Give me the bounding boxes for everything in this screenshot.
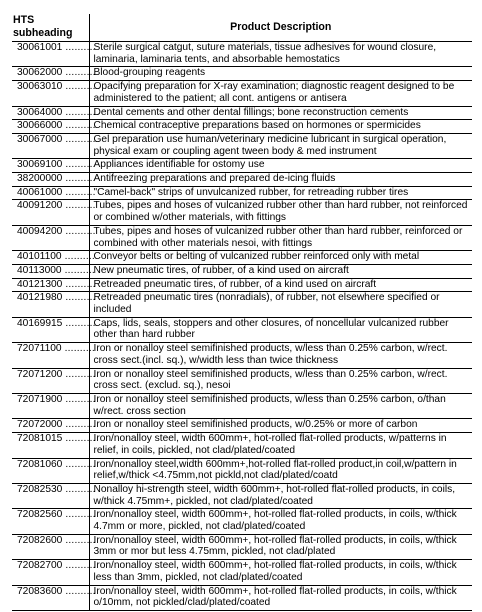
- hts-code-cell: [12, 278, 96, 292]
- table-row: [12, 585, 472, 610]
- product-description: New pneumatic tires, of rubber, of a kind used on aircraft: [89, 264, 472, 278]
- hts-code: 30069100: [17, 159, 63, 171]
- hts-code: 40091200: [17, 200, 63, 212]
- hts-code-cell: [12, 368, 96, 393]
- table-row: [12, 278, 472, 292]
- product-description: Iron/nonalloy steel, width 600mm+, hot-rolled flat-rolled products, in coils, w/thick less than 3mm, pickled, not clad/plated/coated: [89, 560, 472, 585]
- leader-dots: ..........: [62, 200, 96, 212]
- leader-dots: ..........: [62, 393, 96, 405]
- product-description: Retreaded pneumatic tires (nonradials), of rubber, not elsewhere specified or included: [89, 292, 472, 317]
- leader-dots: ..........: [62, 560, 96, 572]
- hts-code-cell: [12, 458, 96, 483]
- hts-code-cell: [12, 264, 95, 278]
- hts-code-cell: [12, 159, 96, 173]
- hts-code-cell: [12, 509, 96, 534]
- product-description-header: Product Description: [89, 14, 472, 42]
- hts-code-cell: [12, 585, 96, 610]
- product-description: Caps, lids, seals, stoppers and other closures, of noncellular vulcanized rubber other than hard rubber: [89, 317, 472, 342]
- hts-code: 72082600: [17, 534, 63, 546]
- product-description: Retreaded pneumatic tires, of rubber, of a kind used on aircraft: [89, 278, 472, 292]
- table-row: [12, 368, 472, 393]
- leader-dots: ..........: [62, 106, 96, 118]
- leader-dots: ..........: [62, 419, 96, 431]
- product-description: Iron/nonalloy steel, width 600mm+, hot-rolled flat-rolled products, in coils, w/thick 4.7mm or more, pickled, not clad/plated/coated: [89, 509, 472, 534]
- leader-dots: ..........: [62, 120, 96, 132]
- hts-code: 72071900: [17, 393, 63, 405]
- hts-code: 40169915: [17, 317, 63, 329]
- hts-code: 72082700: [17, 560, 63, 572]
- hts-code: 30062000: [17, 67, 63, 79]
- hts-code: 40094200: [17, 225, 63, 237]
- leader-dots: ..........: [62, 585, 96, 597]
- hts-code-cell: [12, 343, 95, 368]
- table-row: [12, 483, 472, 508]
- hts-code-cell: [12, 225, 96, 250]
- table-row: [12, 67, 472, 81]
- product-description: Chemical contraceptive preparations based on hormones or spermicides: [89, 120, 472, 134]
- hts-code: 72081060: [17, 458, 63, 470]
- hts-code-cell: [12, 67, 96, 81]
- product-description: Opacifying preparation for X-ray examination; diagnostic reagent designed to be administered to the patient; all cont. antigens or antisera: [89, 81, 472, 106]
- product-description: Gel preparation use human/veterinary medicine lubricant in surgical operation, physical exam or coupling agent tween body & med instrument: [89, 133, 472, 158]
- leader-dots: ..........: [62, 133, 96, 145]
- product-description: Antifreezing preparations and prepared de-icing fluids: [89, 173, 472, 187]
- table-row: [12, 225, 472, 250]
- hts-code-cell: [12, 42, 96, 67]
- header-row: [12, 14, 472, 42]
- table-row: [12, 433, 472, 458]
- table-row: [12, 419, 472, 433]
- table-row: [12, 173, 472, 187]
- table-row: [12, 106, 472, 120]
- table-row: [12, 534, 472, 559]
- leader-dots: ..........: [62, 368, 96, 380]
- leader-dots: ..........: [62, 278, 96, 290]
- table-row: [12, 560, 472, 585]
- hts-code: 30066000: [17, 120, 63, 132]
- hts-code-cell: [12, 81, 96, 106]
- hts-code-cell: [12, 106, 96, 120]
- product-description: Sterile surgical catgut, suture materials, tissue adhesives for wound closure, laminaria, laminaria tents, and absorbable hemostatics: [89, 42, 472, 67]
- product-description: Iron/nonalloy steel,width 600mm+,hot-rolled flat-rolled product,in coil,w/pattern in relief,w/thick <4.75mm,not pickld,not clad/plated/coatd: [89, 458, 472, 483]
- leader-dots: ..........: [61, 264, 95, 276]
- leader-dots: ..........: [61, 251, 95, 263]
- hts-code: 72071200: [17, 368, 63, 380]
- hts-code-cell: [12, 120, 96, 134]
- table-row: [12, 42, 472, 67]
- table-row: [12, 393, 472, 418]
- table-row: [12, 317, 472, 342]
- table-row: [12, 509, 472, 534]
- table-header: [12, 14, 472, 42]
- hts-table: [12, 14, 472, 611]
- product-description: Tubes, pipes and hoses of vulcanized rubber other than hard rubber, reinforced or combined with other materials nesoi, with fittings: [89, 225, 472, 250]
- leader-dots: ..........: [62, 433, 96, 445]
- hts-code: 38200000: [17, 173, 63, 185]
- hts-code-cell: [12, 200, 96, 225]
- leader-dots: ..........: [62, 509, 96, 521]
- leader-dots: ..........: [62, 159, 96, 171]
- hts-code: 30063010: [17, 81, 63, 93]
- hts-code: 40101100: [17, 251, 62, 263]
- hts-code-cell: [12, 251, 95, 265]
- leader-dots: ..........: [62, 173, 96, 185]
- hts-code: 30061001: [17, 42, 63, 53]
- product-description: Iron or nonalloy steel semifinished products, w/less than 0.25% carbon, w/rect. cross sect.(incl. sq.), w/width less than twice thickness: [89, 343, 472, 368]
- hts-code-cell: [12, 560, 96, 585]
- product-description: Iron/nonalloy steel, width 600mm+, hot-rolled flat-rolled products, w/patterns in relief, in coils, pickled, not clad/plated/coated: [89, 433, 472, 458]
- hts-code: 40113000: [17, 264, 62, 276]
- product-description: Iron/nonalloy steel, width 600mm+, hot-rolled flat-rolled products, in coils, w/thick o/10mm, not pickled/clad/plated/coated: [89, 585, 472, 610]
- hts-code-cell: [12, 483, 96, 508]
- table-row: [12, 251, 472, 265]
- leader-dots: ..........: [62, 458, 96, 470]
- hts-code: 40121980: [17, 292, 63, 304]
- product-description: Blood-grouping reagents: [89, 67, 472, 81]
- leader-dots: ..........: [62, 42, 96, 53]
- hts-code: 72071100: [17, 343, 62, 355]
- hts-code: 72081015: [17, 433, 63, 445]
- product-description: Tubes, pipes and hoses of vulcanized rubber other than hard rubber, not reinforced or combined w/other materials, with fittings: [89, 200, 472, 225]
- product-description: Dental cements and other dental fillings; bone reconstruction cements: [89, 106, 472, 120]
- hts-code-cell: [12, 186, 96, 200]
- table-row: [12, 120, 472, 134]
- table-row: [12, 292, 472, 317]
- hts-code-cell: [12, 173, 96, 187]
- table-row: [12, 133, 472, 158]
- hts-code: 40061000: [17, 186, 63, 198]
- table-row: [12, 458, 472, 483]
- product-description: Iron or nonalloy steel semifinished products, w/less than 0.25% carbon, o/than w/rect. cross section: [89, 393, 472, 418]
- hts-code-cell: [12, 393, 96, 418]
- hts-code-cell: [12, 292, 96, 317]
- hts-document: [12, 14, 472, 611]
- leader-dots: ..........: [62, 186, 96, 198]
- hts-code: 30067000: [17, 133, 63, 145]
- hts-code: 72083600: [17, 585, 63, 597]
- table-body: [12, 42, 472, 611]
- hts-code: 72082530: [17, 483, 63, 495]
- table-row: [12, 186, 472, 200]
- hts-code-cell: [12, 419, 96, 433]
- table-row: [12, 200, 472, 225]
- product-description: Appliances identifiable for ostomy use: [89, 159, 472, 173]
- leader-dots: ..........: [61, 343, 95, 355]
- table-row: [12, 264, 472, 278]
- leader-dots: ..........: [62, 81, 96, 93]
- hts-code-cell: [12, 534, 96, 559]
- hts-code: 72072000: [17, 419, 63, 431]
- leader-dots: ..........: [62, 292, 96, 304]
- hts-code-cell: [12, 133, 96, 158]
- product-description: Conveyor belts or belting of vulcanized rubber reinforced only with metal: [89, 251, 472, 265]
- product-description: Iron/nonalloy steel, width 600mm+, hot-rolled flat-rolled products, in coils, w/thick 3mm or mor but less 4.75mm, pickled, not clad/plated: [89, 534, 472, 559]
- hts-code-cell: [12, 433, 96, 458]
- leader-dots: ..........: [62, 483, 96, 495]
- table-row: [12, 343, 472, 368]
- leader-dots: ..........: [62, 225, 96, 237]
- hts-code: 72082560: [17, 509, 63, 521]
- hts-code: 40121300: [17, 278, 63, 290]
- product-description: Nonalloy hi-strength steel, width 600mm+, hot-rolled flat-rolled products, in coils, w/thick 4.75mm+, pickled, not clad/plated/coated: [89, 483, 472, 508]
- table-row: [12, 81, 472, 106]
- hts-code: 30064000: [17, 106, 63, 118]
- table-row: [12, 159, 472, 173]
- product-description: "Camel-back" strips of unvulcanized rubber, for retreading rubber tires: [89, 186, 472, 200]
- leader-dots: ..........: [62, 317, 96, 329]
- leader-dots: ..........: [62, 67, 96, 79]
- product-description: Iron or nonalloy steel semifinished products, w/less than 0.25% carbon, w/rect. cross sect. (exclud. sq.), nesoi: [89, 368, 472, 393]
- hts-subheading-header: HTS subheading: [12, 14, 89, 42]
- leader-dots: ..........: [62, 534, 96, 546]
- product-description: Iron or nonalloy steel semifinished products, w/0.25% or more of carbon: [89, 419, 472, 433]
- hts-code-cell: [12, 317, 96, 342]
